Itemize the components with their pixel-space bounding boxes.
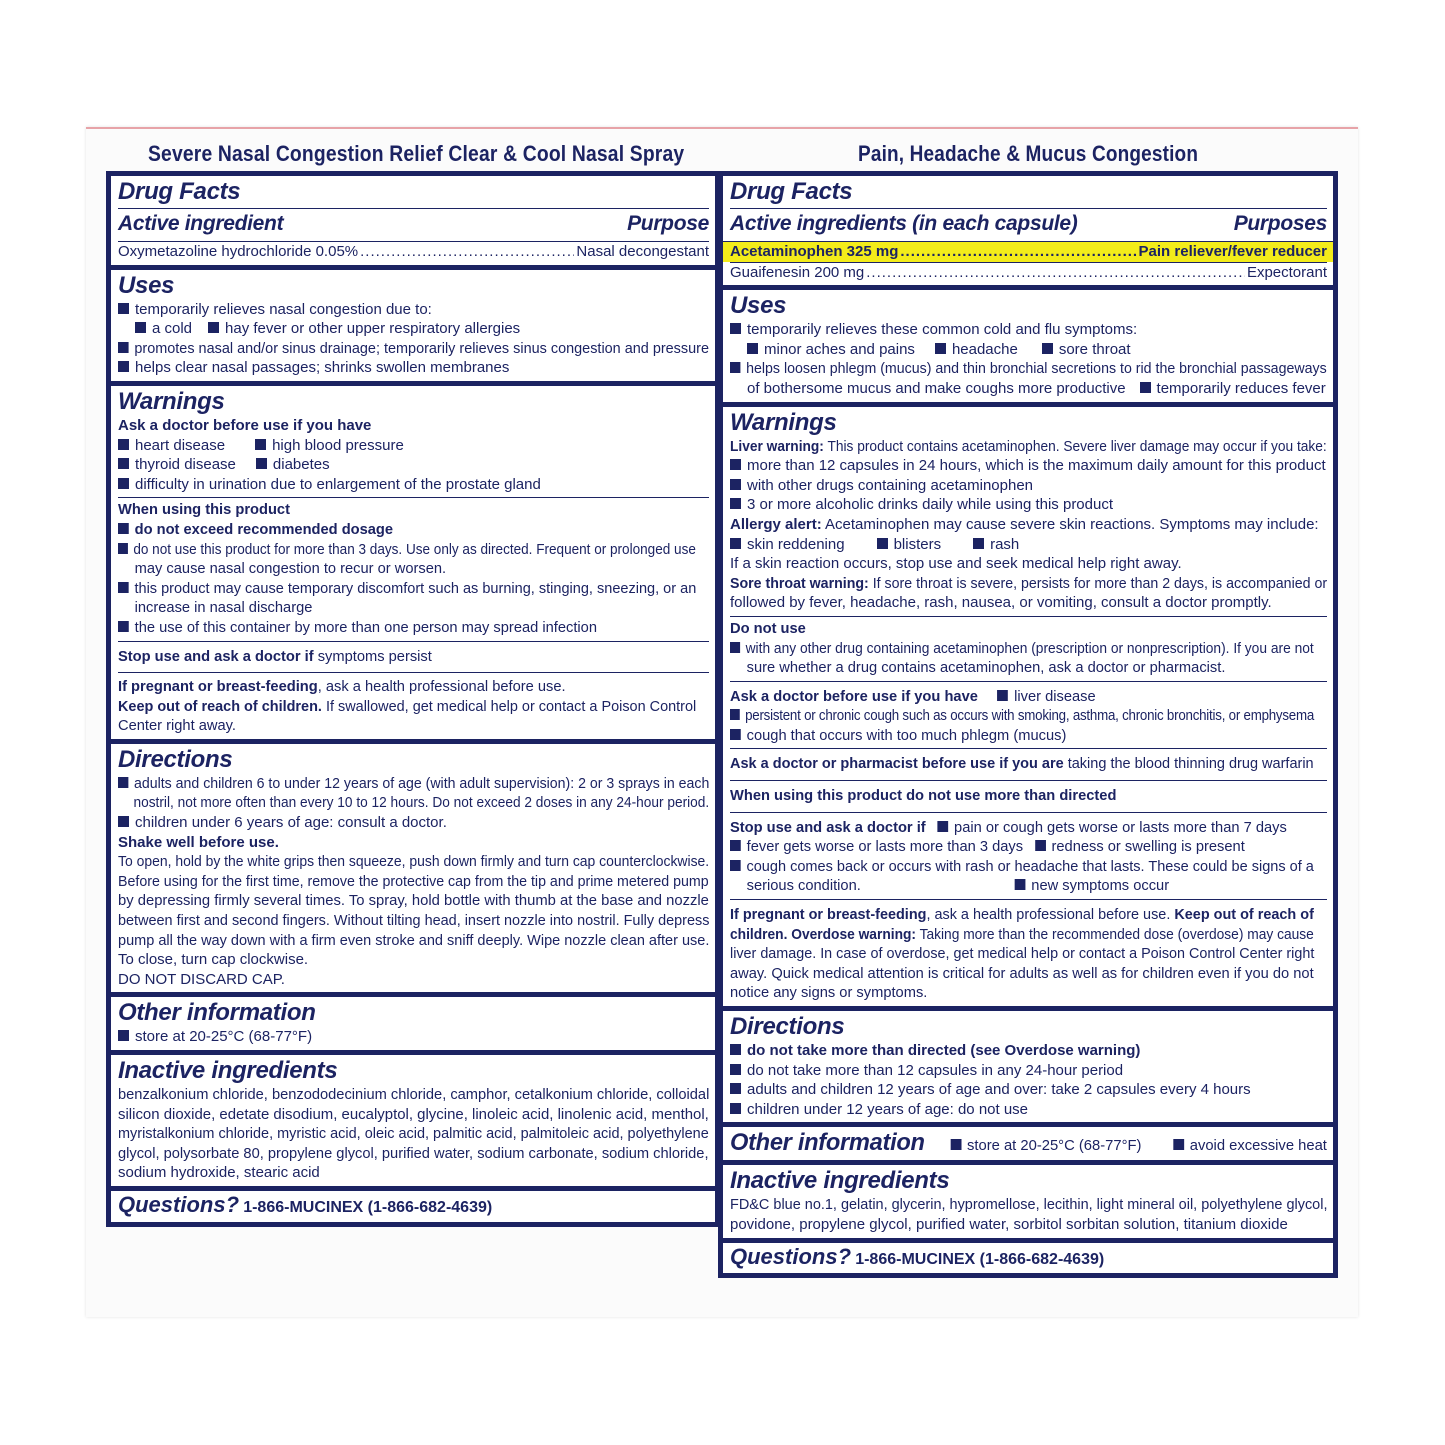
right-active-section [723,176,1333,285]
text-line [730,706,1315,726]
bullet-square-icon [1140,382,1151,393]
text-line [730,1100,1327,1120]
bullet-square-icon [730,1083,741,1094]
bullet-square-icon [877,538,888,549]
text-span: adults and children 12 years of age and over: take 2 capsules every 4 hours [747,1081,1251,1099]
right-uses-section [723,290,1333,401]
text-span: Stop use and ask a doctor if [118,647,314,665]
bullet-square-icon [730,538,741,549]
text-span: liver disease [1014,687,1096,705]
text-span: redness or swelling is present [1051,838,1245,856]
text-span: Nasal decongestant [576,243,709,260]
bullet-square-icon [730,498,741,509]
text-span: Acetaminophen 325 mg [730,243,899,260]
text-span: headache [951,340,1018,358]
text-line: silicon dioxide, edetate disodium, eucalyptol, glycine, linoleic acid, linolenic acid, menthol, [118,1105,709,1123]
right-questions-label: Questions? [730,1243,852,1269]
text-line: by depressing firmly several times. To spray, hold bottle with thumb at the base and nozzle [118,892,709,910]
text-line: notice any signs or symptoms. [730,984,928,1002]
left-drug-facts-panel [106,171,720,1227]
bullet-square-icon [747,343,758,354]
bullet-square-icon [118,523,129,534]
text-span: symptoms persist [313,647,432,665]
bullet-square-icon [118,478,129,489]
text-span: new symptoms occur [1031,877,1170,895]
text-span: Keep out of reach of children. [118,697,322,715]
right-questions-section [723,1243,1333,1274]
bullet-square-icon [118,303,129,314]
right-drug-facts-heading: Drug Facts [730,178,853,205]
text-line [730,1080,1327,1100]
text-span: store at 20-25°C (68-77°F) [135,1028,313,1046]
right-ingredient-row-acetaminophen [723,241,1333,262]
text-span: helps clear nasal passages; shrinks swollen membranes [135,359,510,377]
text-span: , ask a health professional before use. [926,906,1175,924]
right-active-heading: Active ingredients (in each capsule) [730,212,1078,235]
left-ingredient-row [118,241,709,262]
bullet-square-icon [997,690,1008,701]
text-span: of bothersome mucus and make coughs more productive [747,379,1126,397]
right-warnings-section [723,407,1333,1006]
text-line [118,618,696,638]
left-uses-heading: Uses [118,271,175,299]
bullet-square-icon [118,621,129,632]
left-inactive-heading: Inactive ingredients [118,1057,338,1084]
text-span: a cold [152,320,193,338]
text-span: cough comes back or occurs with rash or headache that lasts. These could be signs of a [746,857,1314,875]
text-line: sure whether a drug contains acetaminophen, ask a doctor or pharmacist. [746,659,1226,677]
text-span: avoid excessive heat [1189,1137,1327,1155]
text-span: more than 12 capsules in 24 hours, which is the maximum daily amount for this product [747,457,1326,475]
text-line: If a skin reaction occurs, stop use and seek medical help right away. [730,555,1182,573]
right-other-info-section [723,1127,1333,1160]
text-line [730,818,1314,838]
text-line [730,925,1314,945]
left-other-info-heading: Other information [118,999,316,1027]
bullet-square-icon [118,361,129,372]
text-line [118,1027,709,1047]
text-line [118,579,697,599]
bullet-square-icon [255,439,266,450]
text-span: This product contains acetaminophen. Severe liver damage may occur if you take: [823,437,1327,455]
text-line: Center right away. [118,717,236,735]
right-warnings-heading: Warnings [730,408,837,436]
text-line [730,1041,1327,1061]
bullet-square-icon [256,458,267,469]
left-phone-number: 1-866-MUCINEX (1-866-682-4639) [243,1198,493,1216]
text-line [118,697,697,717]
bullet-square-icon [1015,879,1026,890]
text-span: If pregnant or breast-feeding [118,678,318,696]
text-span: Pain reliever/fever reducer [1138,243,1327,260]
text-line: away. Quick medical attention is critical for adults as well as for children even if you do not [730,964,1314,982]
left-other-info-section [111,997,715,1050]
text-span: Stop use and ask a doctor if [730,818,926,836]
text-span: Guaifenesin 200 mg [730,263,865,281]
text-span: Liver warning: [730,437,824,455]
text-span: , ask a health professional before use. [317,678,566,696]
text-line [730,754,1314,774]
bullet-square-icon [118,777,128,788]
text-span: If sore throat is severe, persists for more than 2 days, is accompanied or [868,574,1328,592]
text-line: Before using for the first time, remove the protective cap from the tip and prime metered pump [118,872,709,890]
text-line [730,456,1327,476]
text-span: heart disease [135,436,226,454]
left-questions-label: Questions? [118,1191,240,1217]
text-line [118,436,709,456]
text-span: Oxymetazoline hydrochloride 0.05% [118,243,359,260]
text-span: 3 or more alcoholic drinks daily while using this product [747,496,1114,514]
text-line [118,647,696,667]
text-line [730,437,1327,457]
text-span: promotes nasal and/or sinus drainage; temporarily relieves sinus congestion and pressure [134,339,710,357]
text-span: temporarily reduces fever [1156,379,1326,397]
right-uses-heading: Uses [730,292,787,320]
bullet-square-icon [730,1044,741,1055]
bullet-square-icon [118,816,129,827]
text-line: Do not use [730,619,806,637]
text-line [730,726,1314,746]
text-line: may cause nasal congestion to recur or worsen. [134,560,447,578]
text-line: between first and second fingers. Without tilting head, insert nozzle into nostril. Fully depress [118,912,710,930]
dot-leader [866,263,1245,283]
text-line: sodium hydroxide, stearic acid [118,1164,320,1182]
text-line [118,455,709,475]
text-span: serious condition. [746,877,861,895]
text-span: children under 6 years of age: consult a doctor. [135,814,447,832]
text-span: children. Overdose warning: [730,925,916,943]
text-line [118,520,696,540]
text-span: do not use this product for more than 3 days. Use only as directed. Frequent or prolonged use [133,540,696,558]
text-line [730,320,1327,340]
text-line [730,857,1314,877]
text-span: skin reddening [747,535,845,553]
text-span: Acetaminophen may cause severe skin reactions. Symptoms may include: [821,515,1319,533]
bullet-square-icon [730,709,740,720]
text-line [118,677,696,697]
text-span: high blood pressure [272,436,404,454]
bullet-square-icon [730,729,741,740]
bullet-square-icon [118,439,129,450]
text-line [730,495,1327,515]
text-line [730,359,1327,379]
left-warnings-heading: Warnings [118,387,225,415]
text-span: cough that occurs with too much phlegm (mucus) [746,726,1067,744]
text-line: liver damage. In case of overdose, get medical help or contact a Poison Control Center right [730,945,1315,963]
left-questions-section [111,1191,715,1222]
text-line: When using this product do not use more than directed [730,787,1117,805]
bullet-square-icon [730,479,741,490]
text-span: minor aches and pains [764,340,915,358]
text-span: hay fever or other upper respiratory allergies [225,320,521,338]
bullet-square-icon [208,322,219,333]
text-span: pain or cough gets worse or lasts more than 7 days [954,818,1287,836]
text-line [118,475,709,495]
text-span: diabetes [272,456,330,474]
text-line: Shake well before use. [118,833,279,851]
text-span: with any other drug containing acetaminophen (prescription or nonprescription). If you are not [745,639,1314,657]
bullet-square-icon [730,840,741,851]
text-line [730,574,1328,594]
text-line: povidone, propylene glycol, purified water, sorbitol sorbitan solution, titanium dioxide [730,1215,1288,1233]
bullet-square-icon [118,458,129,469]
text-line: pump all the way down with a firm even stroke and sniff deeply. Wipe nozzle clean after use. [118,931,710,949]
right-ingredient-row-guaifenesin [730,262,1327,283]
left-inactive-section [111,1055,715,1186]
text-span: Sore throat warning: [730,574,869,592]
text-line [730,1061,1327,1081]
text-span: difficulty in urination due to enlargement of the prostate gland [135,475,541,493]
text-span: sore throat [1058,340,1131,358]
text-line [118,319,709,339]
bullet-square-icon [730,1064,741,1075]
left-directions-section [111,744,715,993]
bullet-square-icon [118,1030,129,1041]
text-span: taking the blood thinning drug warfarin [1063,755,1314,773]
text-span: fever gets worse or lasts more than 3 days [746,838,1024,856]
text-span: Ask a doctor before use if you have [730,687,978,705]
text-span: If swallowed, get medical help or contact a Poison Control [321,697,697,715]
text-line: increase in nasal discharge [134,599,313,617]
bullet-square-icon [1042,343,1053,354]
text-line [730,515,1327,535]
right-inactive-heading: Inactive ingredients [730,1167,950,1195]
text-line [730,876,1314,896]
text-span: temporarily relieves these common cold and flu symptoms: [747,321,1138,339]
text-line: Ask a doctor before use if you have [118,416,372,434]
bullet-square-icon [118,342,129,353]
text-line: myristalkonium chloride, myristic acid, oleic acid, palmitic acid, palmitoleic acid, polyethylene [118,1125,709,1143]
text-span: Allergy alert: [730,515,822,533]
right-inactive-section [723,1165,1333,1237]
text-line [730,476,1327,496]
text-line [118,339,710,359]
left-uses-section [111,270,715,381]
text-line: nostril, not more often than every 10 to 12 hours. Do not exceed 2 doses in any 24-hour period. [133,794,710,812]
text-line: glycol, polysorbate 80, propylene glycol, purified water, sodium carbonate, sodium chloride, [118,1144,709,1162]
bullet-square-icon [730,459,741,470]
right-purpose-heading: Purposes [1233,212,1327,235]
bullet-square-icon [950,1139,961,1150]
text-line [730,639,1314,659]
left-purpose-heading: Purpose [627,212,709,235]
bullet-square-icon [937,821,948,832]
bullet-square-icon [135,322,146,333]
text-line: benzalkonium chloride, benzododecinium chloride, camphor, cetalkonium chloride, colloidal [118,1086,710,1103]
text-span: Expectorant [1246,263,1327,281]
dot-leader [900,242,1136,262]
right-other-info-heading: Other information [730,1129,925,1157]
text-line [118,774,710,794]
text-line: When using this product [118,501,290,519]
text-line: followed by fever, headache, rash, nausea, or vomiting, consult a doctor promptly. [730,594,1272,612]
left-drug-facts-heading: Drug Facts [118,178,241,205]
text-line [118,358,709,378]
left-product-title: Severe Nasal Congestion Relief Clear & Cool Nasal Spray [148,141,685,166]
right-phone-number: 1-866-MUCINEX (1-866-682-4639) [855,1250,1105,1268]
left-directions-heading: Directions [118,745,233,773]
text-span: blisters [893,535,942,553]
left-active-section [111,176,715,265]
text-line: FD&C blue no.1, gelatin, glycerin, hypromellose, lecithin, light mineral oil, polyethylene glycol, [730,1196,1328,1214]
left-active-heading: Active ingredient [118,212,284,235]
text-line [730,340,1327,360]
text-span: persistent or chronic cough such as occurs with smoking, asthma, chronic bronchitis, or emphysema [745,707,1315,725]
dot-leader [360,242,574,262]
text-span: store at 20-25°C (68-77°F) [967,1137,1142,1155]
right-product-title: Pain, Headache & Mucus Congestion [858,141,1199,166]
text-span: do not take more than 12 capsules in any 24-hour period [747,1061,1124,1079]
bullet-square-icon [730,1103,741,1114]
bullet-square-icon [118,582,129,593]
text-line [730,535,1327,555]
text-span: helps loosen phlegm (mucus) and thin bronchial secretions to rid the bronchial passageways [746,360,1327,378]
text-line [118,813,709,833]
text-span: Taking more than the recommended dose (overdose) may cause [915,925,1314,943]
text-span: Ask a doctor or pharmacist before use if you are [730,755,1064,773]
text-span: the use of this container by more than one person may spread infection [134,618,598,636]
bullet-square-icon [1173,1139,1184,1150]
bullet-square-icon [730,362,740,373]
text-span: do not take more than directed (see Overdose warning) [747,1042,1141,1059]
bullet-square-icon [935,343,946,354]
text-span: If pregnant or breast-feeding [730,906,927,924]
text-span: children under 12 years of age: do not use [747,1100,1029,1118]
bullet-square-icon [1035,840,1046,851]
text-span: temporarily relieves nasal congestion due to: [135,300,432,318]
right-drug-facts-panel [718,171,1338,1278]
text-line: To open, hold by the white grips then squeeze, push down firmly and turn cap counterclockwise. [118,853,710,871]
bullet-square-icon [730,323,741,334]
text-span: with other drugs containing acetaminophen [747,476,1034,494]
text-span: do not exceed recommended dosage [134,520,394,538]
text-line [118,540,696,560]
text-line [730,1129,1327,1157]
text-span: rash [990,535,1020,553]
text-span: adults and children 6 to under 12 years of age (with adult supervision): 2 or 3 sprays in each [134,774,710,792]
text-line [118,300,709,320]
text-line: DO NOT DISCARD CAP. [118,970,285,988]
left-warnings-section [111,386,715,739]
text-line: To close, turn cap clockwise. [118,951,309,969]
text-span: Keep out of reach of [1174,906,1314,924]
text-line [730,905,1314,925]
bullet-square-icon [118,543,128,554]
text-span: thyroid disease [135,456,236,474]
right-directions-section [723,1011,1333,1122]
text-span: this product may cause temporary discomfort such as burning, stinging, sneezing, or an [134,579,697,597]
text-line [730,687,1314,707]
bullet-square-icon [730,642,740,653]
bullet-square-icon [730,860,741,871]
text-line [730,837,1314,857]
right-directions-heading: Directions [730,1013,845,1040]
bullet-square-icon [973,538,984,549]
text-line [730,379,1327,399]
